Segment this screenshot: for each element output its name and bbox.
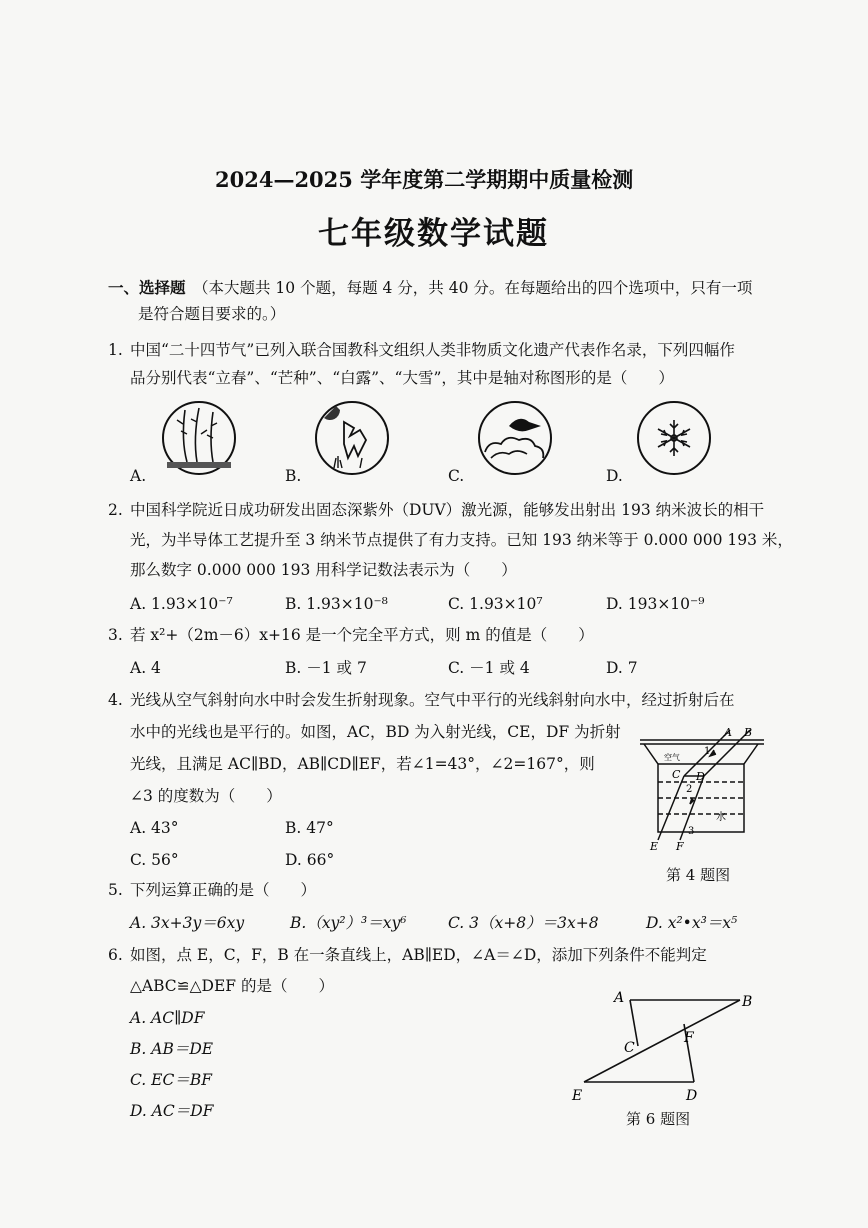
q6-option-d[interactable]: D. AC＝DF — [130, 1102, 214, 1120]
q5-number: 5. — [108, 881, 123, 899]
q4-fig-label-f: F — [676, 840, 684, 852]
q1-image-d — [632, 400, 716, 476]
q6-fig-label-d: D — [686, 1088, 698, 1104]
exam-year-title: 2024—2025 学年度第二学期期中质量检测 — [215, 167, 634, 192]
q2-line2: 光，为半导体工艺提升至 3 纳米节点提供了有力支持。已知 193 纳米等于 0.000 000 193 米， — [130, 531, 793, 549]
q4-number: 4. — [108, 691, 123, 709]
q4-fig-label-b: B — [744, 726, 753, 739]
q4-option-d[interactable]: D. 66° — [285, 851, 335, 869]
q1-option-a[interactable]: A. — [130, 467, 147, 485]
q4-fig-label-d: D — [696, 770, 705, 783]
q4-fig-angle-3: 3 — [688, 826, 695, 837]
q6-figure-caption: 第 6 题图 — [626, 1110, 691, 1128]
q2-option-a[interactable]: A. 1.93×10⁻⁷ — [130, 595, 233, 613]
q4-fig-angle-2: 2 — [686, 784, 693, 795]
q1-option-d[interactable]: D. — [606, 467, 623, 485]
q6-fig-label-b: B — [742, 994, 753, 1010]
q4-fig-label-a: A — [724, 726, 732, 739]
q4-fig-air: 空气 — [664, 753, 680, 762]
q6-fig-label-c: C — [624, 1040, 635, 1056]
q2-option-c[interactable]: C. 1.93×10⁷ — [448, 595, 543, 613]
q3-option-a[interactable]: A. 4 — [130, 659, 161, 677]
q6-fig-label-f: F — [684, 1030, 694, 1046]
section-label: 一、选择题 — [108, 278, 186, 297]
q2-option-b[interactable]: B. 1.93×10⁻⁸ — [285, 595, 388, 613]
q6-figure — [566, 986, 766, 1104]
q6-fig-label-e: E — [572, 1088, 583, 1104]
q2-line1: 中国科学院近日成功研发出固态深紫外（DUV）激光源，能够发出射出 193 纳米波长的相干 — [130, 501, 765, 519]
q5-option-a[interactable]: A. 3x+3y＝6xy — [130, 914, 245, 932]
q1-option-b[interactable]: B. — [285, 467, 302, 485]
q6-line2: △ABC≌△DEF 的是（ ） — [130, 977, 334, 995]
q6-option-b[interactable]: B. AB＝DE — [130, 1040, 214, 1058]
q4-figure-caption: 第 4 题图 — [666, 866, 731, 884]
q4-fig-label-e: E — [650, 840, 659, 852]
q2-number: 2. — [108, 501, 123, 519]
q1-line2: 品分别代表“立春”、“芒种”、“白露”、“大雪”，其中是轴对称图形的是（ ） — [130, 369, 674, 387]
section-desc-2: 是符合题目要求的。） — [138, 305, 286, 323]
q3-option-b[interactable]: B. －1 或 7 — [285, 659, 367, 677]
q6-option-c[interactable]: C. EC＝BF — [130, 1071, 212, 1089]
q5-option-d[interactable]: D. x²•x³＝x⁵ — [646, 914, 738, 932]
q1-image-a — [157, 400, 241, 476]
q6-fig-label-a: A — [614, 990, 625, 1006]
exam-subject-title: 七年级数学试题 — [318, 216, 549, 252]
q4-figure — [636, 724, 768, 852]
q6-line1: 如图，点 E，C，F，B 在一条直线上，AB∥ED，∠A＝∠D，添加下列条件不能判定 — [130, 946, 707, 964]
q1-number: 1. — [108, 341, 123, 359]
q2-line3: 那么数字 0.000 000 193 用科学记数法表示为（ ） — [130, 561, 517, 579]
q6-option-a[interactable]: A. AC∥DF — [130, 1009, 205, 1027]
q4-fig-angle-1: 1 — [704, 746, 711, 757]
q4-option-a[interactable]: A. 43° — [130, 819, 179, 837]
q3-number: 3. — [108, 626, 123, 644]
q1-line1: 中国“二十四节气”已列入联合国教科文组织人类非物质文化遗产代表作名录，下列四幅作 — [130, 341, 735, 359]
q4-fig-water: 水 — [716, 812, 726, 823]
q4-fig-label-c: C — [672, 768, 681, 781]
q1-image-b — [310, 400, 394, 476]
section-desc-1: （本大题共 10 个题，每题 4 分，共 40 分。在每题给出的四个选项中，只有一项 — [193, 279, 753, 297]
q4-line4: ∠3 的度数为（ ） — [130, 787, 282, 805]
q2-option-d[interactable]: D. 193×10⁻⁹ — [606, 595, 705, 613]
q5-option-b[interactable]: B.（xy²）³＝xy⁶ — [290, 914, 407, 932]
q6-number: 6. — [108, 946, 123, 964]
q3-option-d[interactable]: D. 7 — [606, 659, 638, 677]
q4-line1: 光线从空气斜射向水中时会发生折射现象。空气中平行的光线斜射向水中，经过折射后在 — [130, 691, 735, 709]
q3-line1: 若 x²+（2m－6）x+16 是一个完全平方式，则 m 的值是（ ） — [130, 626, 594, 644]
q1-option-c[interactable]: C. — [448, 467, 465, 485]
q4-option-c[interactable]: C. 56° — [130, 851, 179, 869]
q5-line1: 下列运算正确的是（ ） — [130, 881, 317, 899]
q1-image-c — [473, 400, 557, 476]
q4-line2: 水中的光线也是平行的。如图，AC，BD 为入射光线，CE，DF 为折射 — [130, 723, 621, 741]
q4-line3: 光线，且满足 AC∥BD，AB∥CD∥EF，若∠1=43°，∠2=167°，则 — [130, 755, 595, 773]
q4-option-b[interactable]: B. 47° — [285, 819, 334, 837]
q5-option-c[interactable]: C. 3（x+8）＝3x+8 — [448, 914, 599, 932]
q3-option-c[interactable]: C. －1 或 4 — [448, 659, 530, 677]
